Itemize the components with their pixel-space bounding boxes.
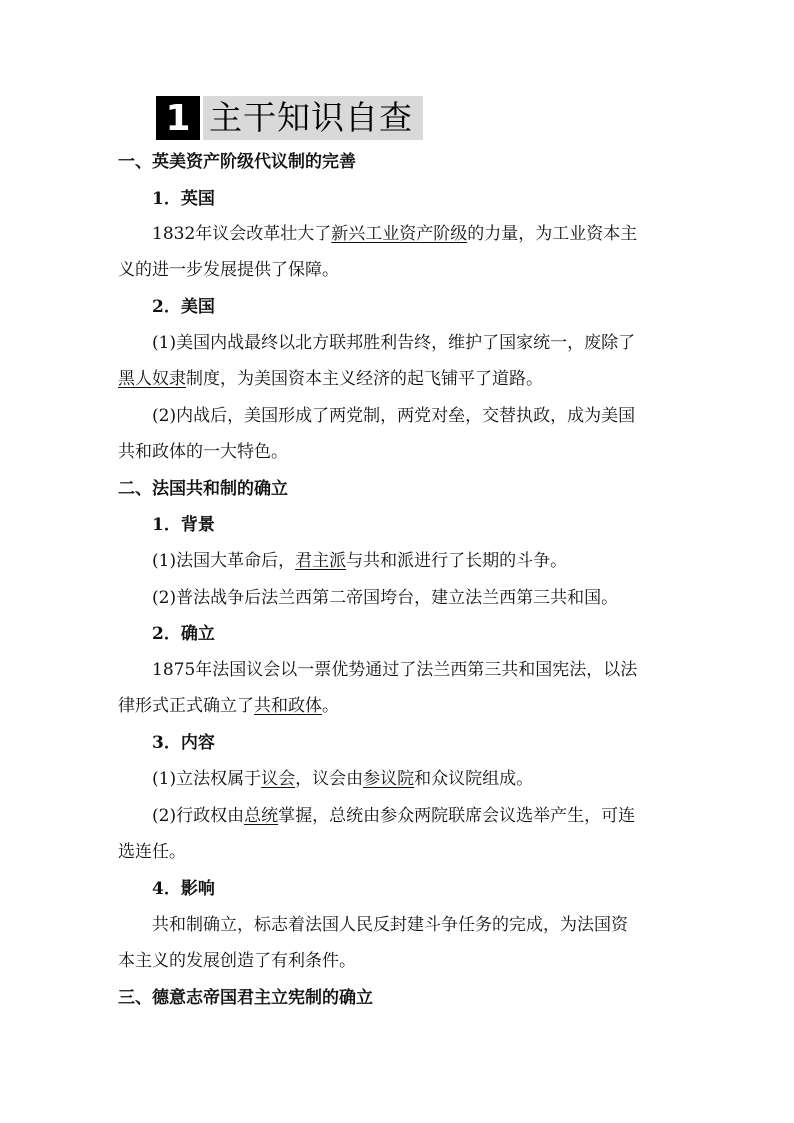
underlined-term: 总统 [244, 806, 279, 826]
section-heading-1: 一、英美资产阶级代议制的完善 [118, 152, 356, 172]
text-segment: 和众议院组成。 [414, 769, 534, 789]
text-segment: (1)法国大革命后， [152, 551, 296, 571]
banner-title: 主干知识自查 [203, 96, 423, 140]
paragraph-us2-line1: (2)内战后，美国形成了两党制，两党对垒，交替执政，成为美国 [152, 406, 636, 426]
paragraph-content2-line2: 选连任。 [118, 842, 186, 862]
paragraph-est-line2 [118, 694, 678, 718]
text-segment: 的力量，为工业资本主 [467, 224, 638, 244]
underlined-term: 议会 [261, 769, 296, 789]
paragraph-bg1 [152, 549, 678, 573]
paragraph-us1-line2 [118, 367, 678, 391]
banner-number: 1 [156, 96, 200, 140]
subheading-us: 2．美国 [152, 297, 215, 317]
paragraph-uk-line1 [152, 222, 678, 246]
underlined-term: 参议院 [363, 769, 415, 789]
text-segment: 与共和派进行了长期的斗争。 [346, 551, 568, 571]
paragraph-content1 [152, 767, 678, 791]
paragraph-us2-line2: 共和政体的一大特色。 [118, 442, 288, 462]
text-segment: 掌握，总统由参众两院联席会议选举产生，可连 [278, 806, 636, 826]
paragraph-est-line1: 1875年法国议会以一票优势通过了法兰西第三共和国宪法，以法 [152, 660, 638, 680]
underlined-term: 君主派 [295, 551, 347, 571]
subheading-establishment: 2．确立 [152, 624, 215, 644]
underlined-term: 共和政体 [254, 696, 322, 716]
paragraph-content2-line1 [152, 804, 678, 828]
paragraph-us1-line1: (1)美国内战最终以北方联邦胜利告终，维护了国家统一，废除了 [152, 333, 636, 353]
text-segment: 1832年议会改革壮大了 [152, 224, 332, 244]
text-segment: 。 [322, 696, 339, 716]
subheading-uk: 1．英国 [152, 189, 215, 209]
paragraph-impact-line1: 共和制确立，标志着法国人民反封建斗争任务的完成，为法国资 [152, 915, 628, 935]
section-banner [156, 96, 423, 140]
section-heading-3: 三、德意志帝国君主立宪制的确立 [118, 988, 373, 1008]
text-segment: (2)行政权由 [152, 806, 245, 826]
subheading-background: 1．背景 [152, 515, 215, 535]
paragraph-bg2: (2)普法战争后法兰西第二帝国垮台，建立法兰西第三共和国。 [152, 588, 619, 608]
underlined-term: 新兴工业资产阶级 [331, 224, 468, 244]
subheading-impact: 4．影响 [152, 879, 215, 899]
paragraph-uk-line2: 义的进一步发展提供了保障。 [118, 260, 339, 280]
text-segment: 制度，为美国资本主义经济的起飞铺平了道路。 [186, 369, 543, 389]
subheading-content: 3．内容 [152, 733, 215, 753]
section-heading-2: 二、法国共和制的确立 [118, 479, 288, 499]
underlined-term: 黑人奴隶 [118, 369, 186, 389]
text-segment: 律形式正式确立了 [118, 696, 254, 716]
text-segment: (1)立法权属于 [152, 769, 262, 789]
text-segment: ，议会由 [295, 769, 364, 789]
paragraph-impact-line2: 本主义的发展创造了有利条件。 [118, 951, 356, 971]
